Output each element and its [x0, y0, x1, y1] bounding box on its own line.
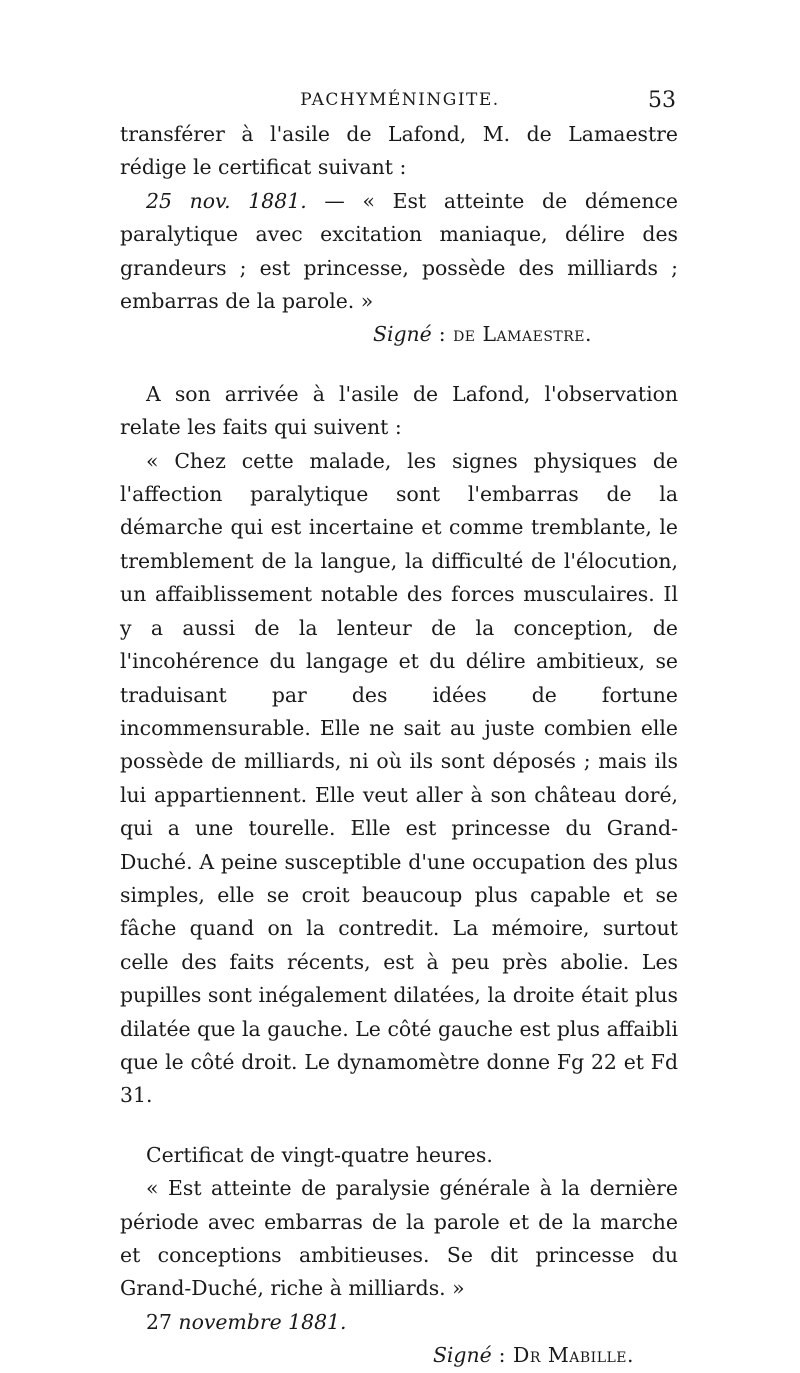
- signature-label: Signé: [373, 322, 432, 347]
- running-title: PACHYMÉNINGITE.: [300, 90, 500, 110]
- certificate-mabille: « Est atteinte de paralysie générale à la dernière période avec embarras de la parole et de la marche et conceptions ambitieuses. Se dit princesse du Grand-Duché, riche à milliards. »: [120, 1176, 678, 1301]
- certificate-text: — « Est atteinte de démence paralytique avec excitation maniaque, délire des grandeurs ; est princesse, possède des milliards ; embarras de la parole. »: [120, 188, 678, 314]
- paragraph-certificate-heading: Certificat de vingt-quatre heures.: [146, 1142, 493, 1167]
- date-month: novembre: [171, 1309, 282, 1334]
- signature-label: Signé: [432, 1343, 492, 1368]
- signature-lamaestre: [120, 318, 678, 351]
- certificate-date: 25 nov. 1881.: [146, 188, 307, 213]
- signature-mabille: [120, 1339, 678, 1372]
- paragraph-transfer: transférer à l'asile de Lafond, M. de Lamaestre rédige le certificat suivant :: [120, 122, 678, 180]
- certificate-date-line: [120, 1306, 678, 1339]
- date-day: 27: [146, 1309, 172, 1334]
- certificate-lamaestre: [120, 185, 678, 319]
- date-year: 1881.: [281, 1309, 347, 1334]
- signature-name: : Dr Mabille.: [491, 1343, 634, 1368]
- signature-name: : de Lamaestre.: [431, 322, 592, 347]
- paragraph-observation: « Chez cette malade, les signes physiques de l'affection paralytique sont l'embarras de la démarche qui est incertaine et comme tremblante, le tremblement de la langue, la difficulté de l'élocution, un affaiblissement notable des forces musculaires. Il y a aussi de la lenteur de la conception, de l'incohérence du langage et du délire ambitieux, se traduisant par des idées de fortune incommensurable. Elle ne sait au juste combien elle possède de milliards, ni où ils sont déposés ; mais ils lui appartiennent. Elle veut aller à son château doré, qui a une tourelle. Elle est princesse du Grand-Duché. A peine susceptible d'une occupation des plus simples, elle se croit beaucoup plus capable et se fâche quand on la contredit. La mémoire, surtout celle des faits récents, est à peu près abolie. Les pupilles sont inégalement dilatées, la droite était plus dilatée que la gauche. Le côté gauche est plus affaibli que le côté droit. Le dynamomètre donne Fg 22 et Fd 31.: [120, 448, 678, 1108]
- page-number: 53: [648, 88, 676, 113]
- paragraph-arrival: A son arrivée à l'asile de Lafond, l'observation relate les faits qui suivent :: [120, 381, 678, 440]
- page-header: [120, 88, 680, 118]
- page-body: [120, 118, 678, 1373]
